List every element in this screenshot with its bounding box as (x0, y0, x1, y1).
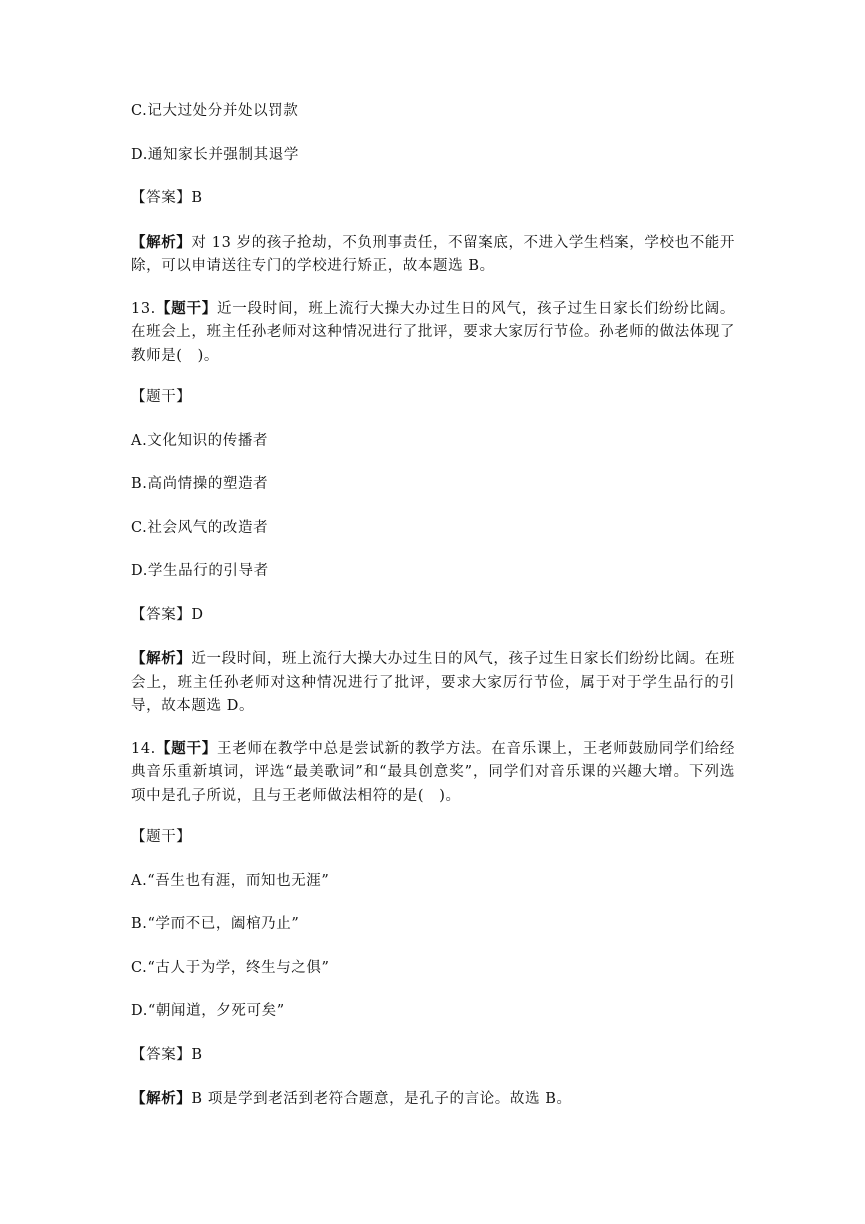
question-number: 14. (131, 740, 156, 757)
analysis-text: 对 13 岁的孩子抢劫，不负刑事责任，不留案底，不进入学生档案，学校也不能开除，可以申请送往专门的学校进行矫正，故本题选 B。 (131, 234, 735, 274)
q13-option-b: B.高尚情操的塑造者 (131, 476, 269, 492)
answer-tag: 【答案】 (131, 190, 192, 206)
answer-value: D (191, 606, 204, 623)
stem-text: 王老师在教学中总是尝试新的教学方法。在音乐课上，王老师鼓励同学们给经典音乐重新填词，评选“最美歌词”和“最具创意奖”，同学们对音乐课的兴趣大增。下列选项中是孔子所说，且与王老师做法相符的是( )。 (131, 740, 735, 804)
answer-value: B (191, 1046, 203, 1063)
q14-stem (131, 737, 735, 809)
question-number: 13. (131, 300, 156, 317)
q13-stem (131, 297, 735, 369)
analysis-tag: 【解析】 (131, 1090, 192, 1107)
q14-analysis (131, 1087, 735, 1112)
answer-value: B (191, 190, 203, 206)
answer-tag: 【答案】 (131, 606, 192, 623)
q12-option-d: D.通知家长并强制其退学 (131, 146, 299, 163)
q14-option-d: D.“朝闻道，夕死可矣” (131, 1003, 285, 1019)
document-content (131, 100, 735, 1130)
q13-stem-label: 【题干】 (131, 389, 192, 405)
q13-analysis (131, 647, 735, 719)
stem-tag: 【题干】 (155, 739, 217, 757)
analysis-text: 近一段时间，班上流行大操大办过生日的风气，孩子过生日家长们纷纷比阔。在班会上，班主任孙老师对这种情况进行了批评，要求大家厉行节俭，属于对于学生品行的引导，故本题选 D。 (131, 651, 736, 714)
q14-option-b: B.“学而不已，阖棺乃止” (131, 916, 300, 932)
q14-answer (131, 1044, 735, 1068)
q14-option-a: A.“吾生也有涯，而知也无涯” (131, 872, 330, 889)
q12-analysis (131, 231, 735, 279)
q12-answer (131, 187, 735, 211)
answer-tag: 【答案】 (131, 1046, 192, 1063)
stem-text: 近一段时间，班上流行大操大办过生日的风气，孩子过生日家长们纷纷比阔。在班会上，班主任孙老师对这种情况进行了批评，要求大家厉行节俭。孙老师的做法体现了教师是( )。 (131, 300, 735, 364)
analysis-tag: 【解析】 (131, 233, 192, 251)
q13-answer (131, 604, 735, 628)
q13-option-a: A.文化知识的传播者 (131, 432, 269, 449)
stem-tag: 【题干】 (155, 299, 217, 317)
q14-option-c: C.“古人于为学，终生与之俱” (131, 959, 330, 976)
q12-option-c: C.记大过处分并处以罚款 (131, 103, 299, 119)
analysis-tag: 【解析】 (131, 650, 192, 667)
q14-stem-label: 【题干】 (131, 829, 192, 845)
analysis-text: B 项是学到老活到老符合题意，是孔子的言论。故选 B。 (191, 1091, 572, 1107)
q13-option-c: C.社会风气的改造者 (131, 519, 269, 536)
q13-option-d: D.学生品行的引导者 (131, 563, 269, 579)
